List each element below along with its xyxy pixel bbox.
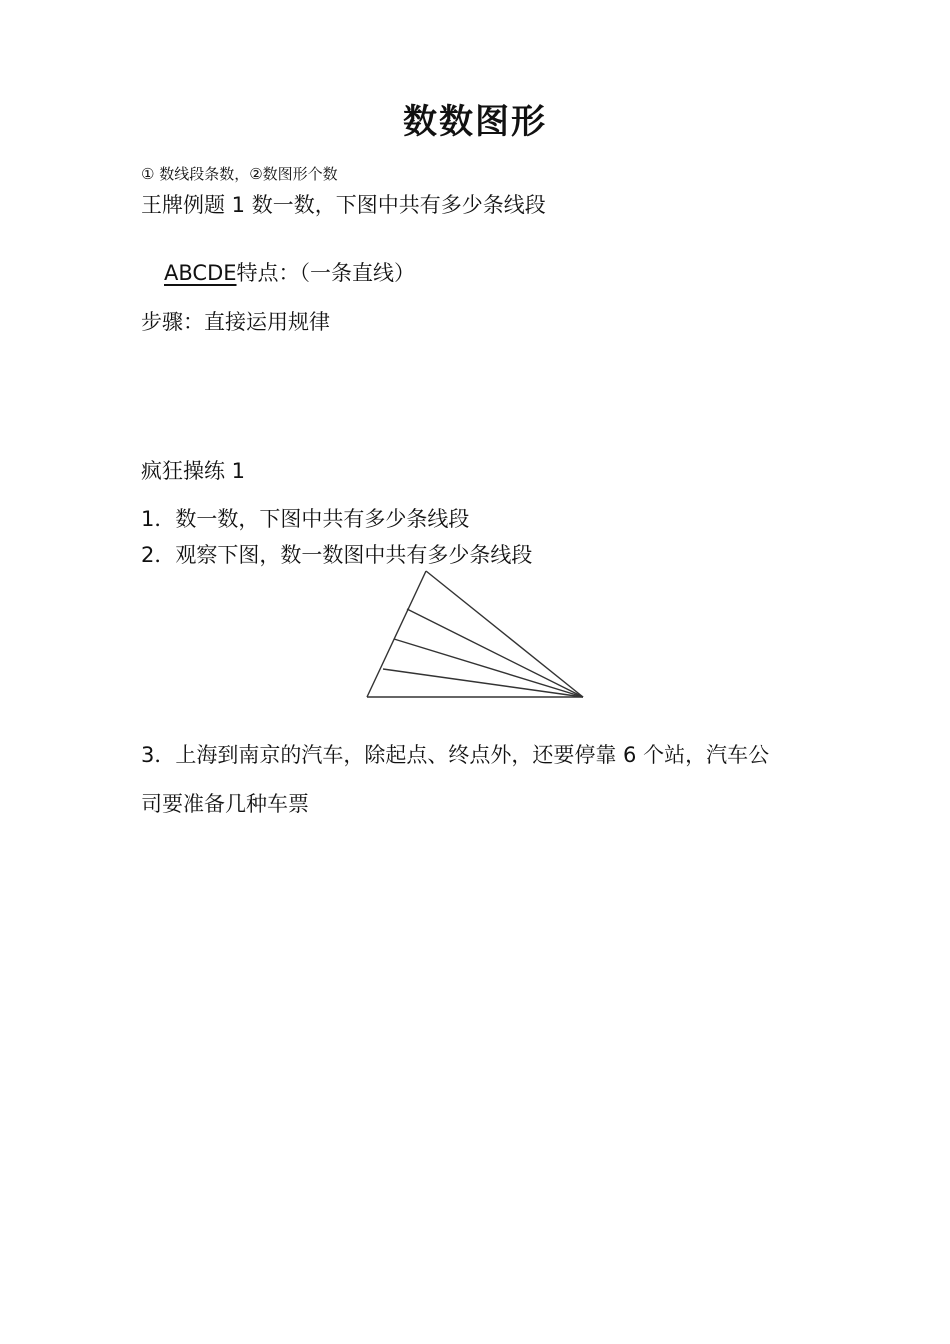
example-feature-line: [164, 263, 415, 284]
question-3-line-2: 司要准备几种车票: [141, 792, 309, 816]
points-label: ABCDE: [164, 261, 237, 285]
fan-segment-1: [407, 609, 583, 697]
fan-triangle-figure: [360, 566, 590, 706]
question-2: 2．观察下图，数一数图中共有多少条线段: [141, 543, 533, 567]
subtitle: ① 数线段条数，②数图形个数: [141, 165, 338, 183]
page-title: 数数图形: [403, 102, 547, 142]
steps-text: 步骤：直接运用规律: [141, 310, 330, 334]
fan-segment-2: [394, 639, 583, 697]
question-3-line-1: 3．上海到南京的汽车，除起点、终点外，还要停靠 6 个站，汽车公: [141, 743, 770, 767]
example-heading: 王牌例题 1 数一数，下图中共有多少条线段: [141, 193, 546, 217]
practice-heading: 疯狂操练 1: [141, 459, 246, 483]
feature-text: 特点：（一条直线）: [236, 261, 416, 285]
triangle-left-side: [367, 571, 426, 697]
question-1: 1．数一数，下图中共有多少条线段: [141, 507, 470, 531]
